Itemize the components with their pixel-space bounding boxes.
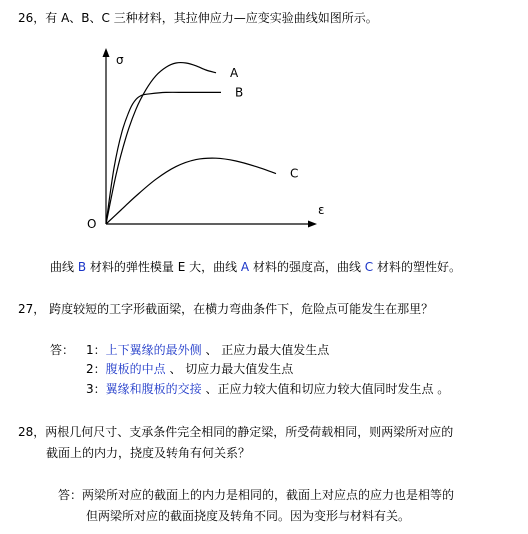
item-separator: 、 [165,362,186,376]
item-number: 3： [86,382,106,396]
curve-label-b: B [235,85,244,100]
item-separator: 、 [201,382,218,396]
item-separator: 、 [201,343,222,357]
question-28-line2: 截面上的内力，挠度及转角有何关系？ [46,446,251,460]
answer-26-part4: 材料的塑性好。 [373,260,461,274]
answer-26 [50,259,461,275]
x-axis-arrow-icon [308,221,317,228]
origin-label: O [87,217,97,231]
answer-27-item-3 [86,381,449,397]
answer-26-part3: 材料的强度高，曲线 [249,260,365,274]
answer-26-part1: 曲线 [50,260,78,274]
answer-28-line2: 但两梁所对应的截面挠度及转角不同。因为变形与材料有关。 [86,509,411,523]
danger-point-description: 正应力较大值和切应力较大值同时发生点 。 [217,382,450,396]
answer-27-item-2 [86,361,293,377]
stress-strain-chart [88,44,340,236]
curve-a [106,63,216,224]
danger-point-location: 上下翼缘的最外侧 [105,343,202,357]
y-axis-arrow-icon [103,48,110,57]
question-26: 26，有 A、B、C 三种材料，其拉伸应力—应变实验曲线如图所示。 [18,11,378,25]
answer-26-curve-a: A [240,260,250,274]
y-axis-label: σ [116,53,124,67]
answer-26-curve-c: C [364,260,374,274]
answer-26-part2: 材料的弹性模量 E 大，曲线 [86,260,241,274]
curve-c [106,158,276,224]
x-axis-label: ε [318,203,325,217]
danger-point-location: 腹板的中点 [105,362,166,376]
curve-label-c: C [290,166,299,181]
danger-point-location: 翼缘和腹板的交接 [105,382,202,396]
question-28-line1: 28，两根几何尺寸、支承条件完全相同的静定梁，所受荷载相同，则两梁所对应的 [18,425,454,439]
item-number: 1： [86,343,106,357]
answer-28-line1: 答：两梁所对应的截面上的内力是相同的，截面上对应点的应力也是相等的 [58,488,455,502]
danger-point-description: 正应力最大值发生点 [221,343,330,357]
answer-27-item-1 [86,342,329,358]
answer-26-curve-b: B [77,260,87,274]
item-number: 2： [86,362,106,376]
danger-point-description: 切应力最大值发生点 [185,362,294,376]
answer-27-label: 答： [50,343,75,357]
question-27: 27， 跨度较短的工字形截面梁，在横力弯曲条件下，危险点可能发生在那里？ [18,302,434,316]
curve-label-a: A [230,65,239,80]
